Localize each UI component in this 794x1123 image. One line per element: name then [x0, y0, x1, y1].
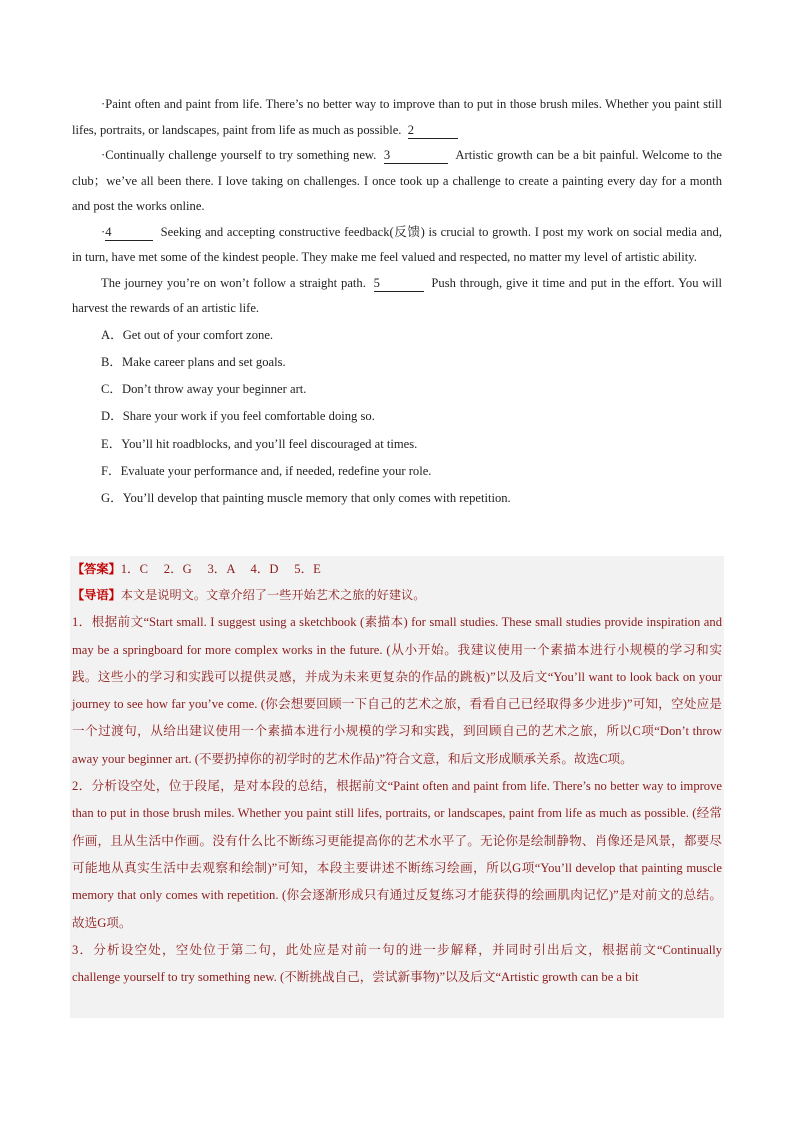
guide-text: 本文是说明文。文章介绍了一些开始艺术之旅的好建议。	[120, 588, 426, 602]
blank-2: 2	[408, 122, 458, 139]
option-a: A．Get out of your comfort zone.	[101, 327, 274, 342]
option-f: F．Evaluate your performance and, if needed, redefine your role.	[101, 463, 432, 478]
blank-4: 4	[105, 224, 153, 241]
paragraph-text: Seeking and accepting constructive feedback(反馈) is crucial to growth. I post my work on social media and, in turn, have met some of the kindest people. They make me feel valued and respected, no matter my level of artistic ability.	[72, 224, 723, 264]
bullet: ·	[101, 224, 106, 239]
paragraph-text: ·Continually challenge yourself to try something new.	[101, 148, 377, 162]
guide-tag: 【导语】	[72, 588, 121, 602]
options-list	[72, 322, 722, 513]
paragraph-text: Artistic growth can be a bit painful. Welcome to the club；we’ve all been there. I love taking on challenges. I once took up a challenge to create a painting every day for a month and post the works online.	[72, 148, 722, 213]
answer-section	[70, 556, 724, 1018]
paragraph-text: ·Paint often and paint from life. There’s no better way to improve than to put in those brush miles. Whether you paint still lifes, portraits, or landscapes, paint from life as much as possible.	[72, 97, 722, 137]
guide-line	[72, 582, 722, 609]
passage-paragraph-3	[72, 220, 722, 271]
paragraph-text: Push through, give it time and put in the effort. You will harvest the rewards of an artistic life.	[72, 275, 722, 315]
explanation-1: 1．根据前文“Start small. I suggest using a sketchbook (素描本) for small studies. These small studies provide inspiration and may be a springboard for more complex works in the future. (从小开始。我建议使用一个素描本进行小规模的学习和实践。这些小的学习和实践可以提供灵感，并成为未来更复杂的作品的跳板)”以及后文“You’ll want to look back on your journey to see how far you’ve come. (你会想要回顾一下自己的艺术之旅，看看自己已经取得多少进步)”可知，空处应是一个过渡句，从给出建议使用一个素描本进行小规模的学习和实践，到回顾自己的艺术之旅，所以C项“Don’t throw away your beginner art. (不要扔掉你的初学时的艺术作品)”符合文意，和后文形成顺承关系。故选C项。	[72, 615, 722, 766]
passage-paragraph-1	[72, 92, 722, 143]
option-c: C．Don’t throw away your beginner art.	[101, 382, 307, 397]
blank-3: 3	[384, 147, 448, 164]
passage-paragraph-4	[72, 271, 722, 322]
passage	[72, 92, 722, 513]
blank-5: 5	[374, 275, 424, 292]
passage-paragraph-2	[72, 143, 722, 220]
option-e: E．You’ll hit roadblocks, and you’ll feel discouraged at times.	[101, 436, 418, 451]
explanation-3: 3．分析设空处，空处位于第二句，此处应是对前一句的进一步解释，并同时引出后文，根据前文“Continually challenge yourself to try something new. (不断挑战自己，尝试新事物)”以及后文“Artistic growth can be a bit	[72, 942, 722, 985]
option-g: G．You’ll develop that painting muscle memory that only comes with repetition.	[101, 491, 511, 506]
option-d: D．Share your work if you feel comfortable doing so.	[101, 409, 375, 424]
answer-tag: 【答案】	[72, 562, 121, 576]
option-b: B．Make career plans and set goals.	[101, 354, 286, 369]
explanation-2: 2．分析设空处，位于段尾，是对本段的总结，根据前文“Paint often and paint from life. There’s no better way to improve than to put in those brush miles. Whether you paint still lifes, portraits, or landscapes, paint from life as much as possible. (经常作画，且从生活中作画。没有什么比不断练习更能提高你的艺术水平了。无论你是绘制静物、肖像还是风景，都要尽可能地从真实生活中去观察和绘制)”可知，本段主要讲述不断练习绘画，所以G项“You’ll develop that painting muscle memory that only comes with repetition. (你会逐渐形成只有通过反复练习才能获得的绘画肌肉记忆)”是对前文的总结。故选G项。	[72, 779, 722, 930]
paragraph-text: The journey you’re on won’t follow a straight path.	[101, 275, 366, 290]
answer-key: 1．C 2．G 3．A 4．D 5．E	[120, 562, 321, 576]
answer-line	[72, 556, 722, 582]
